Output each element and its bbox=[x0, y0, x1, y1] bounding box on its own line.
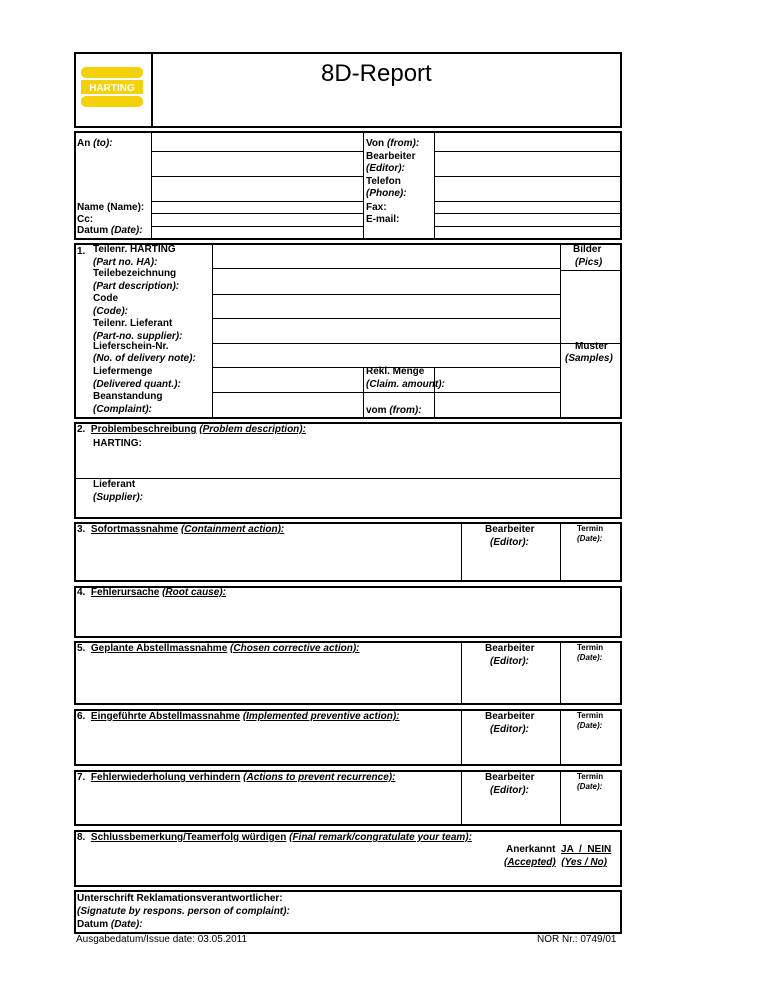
section-6-date-label-en: (Date): bbox=[577, 721, 603, 730]
section-6-title: 6. Eingeführte Abstellmassnahme (Implemented preventive action): bbox=[77, 711, 400, 722]
email-field[interactable] bbox=[435, 214, 620, 226]
section-5-date-label: Termin bbox=[577, 643, 604, 652]
part-description-label-en: (Part description): bbox=[93, 281, 180, 292]
samples-area[interactable] bbox=[561, 367, 620, 417]
to-field[interactable] bbox=[152, 132, 362, 151]
complaint-label-en: (Complaint): bbox=[93, 404, 152, 415]
fax-field[interactable] bbox=[435, 202, 620, 213]
to-label: An (to): bbox=[77, 138, 113, 149]
email-label: E-mail: bbox=[366, 214, 400, 225]
section-5-editor-label: Bearbeiter bbox=[485, 643, 535, 654]
name-label: Name (Name): bbox=[77, 202, 145, 213]
logo-text: HARTING bbox=[89, 83, 135, 94]
code-field[interactable] bbox=[213, 295, 559, 318]
claim-amount-field[interactable] bbox=[435, 368, 559, 392]
final-remark-field[interactable] bbox=[76, 846, 496, 885]
delivery-note-label-en: (No. of delivery note): bbox=[93, 353, 196, 364]
supplier-part-field[interactable] bbox=[213, 319, 559, 343]
from-label: Von (from): bbox=[366, 138, 420, 149]
editor-label: Bearbeiter bbox=[366, 151, 416, 162]
part-number-label-en: (Part no. HA): bbox=[93, 257, 158, 268]
pics-area[interactable] bbox=[561, 271, 620, 343]
pics-label-en: (Pics) bbox=[575, 257, 603, 268]
section-7-date-label-en: (Date): bbox=[577, 782, 603, 791]
section-3-editor-label-en: (Editor): bbox=[490, 537, 529, 548]
section-6-field[interactable] bbox=[76, 725, 461, 764]
claim-amount-label-en: (Claim. amount): bbox=[366, 379, 445, 390]
editor-label-en: (Editor): bbox=[366, 163, 405, 174]
section-4-field[interactable] bbox=[76, 601, 620, 636]
vom-label: vom (from): bbox=[366, 405, 422, 416]
harting-logo-graphic bbox=[80, 62, 144, 112]
complaint-field[interactable] bbox=[213, 393, 363, 417]
problem-harting-field[interactable] bbox=[76, 452, 620, 478]
section-7-editor-label-en: (Editor): bbox=[490, 785, 529, 796]
date-label: Datum (Date): bbox=[77, 225, 143, 236]
samples-label-en: (Samples) bbox=[565, 353, 613, 364]
section-3-date-label: Termin bbox=[577, 524, 604, 533]
cc-label: Cc: bbox=[77, 214, 94, 225]
problem-harting-label: HARTING: bbox=[93, 438, 142, 449]
section-1-number: 1. bbox=[77, 246, 86, 257]
section-5-date-label-en: (Date): bbox=[577, 653, 603, 662]
date-field[interactable] bbox=[152, 227, 362, 238]
problem-supplier-label-en: (Supplier): bbox=[93, 492, 143, 503]
problem-supplier-field[interactable] bbox=[76, 505, 620, 517]
signature-label-en: (Signatute by respons. person of complaint): bbox=[77, 906, 290, 917]
supplier-part-label: Teilenr. Lieferant bbox=[93, 318, 173, 329]
supplier-part-label-en: (Part-no. supplier): bbox=[93, 331, 183, 342]
section-7-date-label: Termin bbox=[577, 772, 604, 781]
section-2-title: 2. Problembeschreibung (Problem description): bbox=[77, 424, 306, 435]
part-description-label: Teilebezeichnung bbox=[93, 268, 177, 279]
name-field[interactable] bbox=[152, 202, 362, 213]
harting-logo bbox=[80, 62, 144, 112]
section-7-field[interactable] bbox=[76, 786, 461, 824]
samples-label: Muster bbox=[575, 341, 608, 352]
delivered-quantity-field[interactable] bbox=[213, 368, 363, 392]
part-number-field[interactable] bbox=[213, 245, 559, 268]
cc-field[interactable] bbox=[152, 214, 362, 226]
editor-field[interactable] bbox=[435, 152, 620, 176]
signature-field[interactable] bbox=[310, 892, 620, 932]
section-3-date-label-en: (Date): bbox=[577, 534, 603, 543]
section-8-title: 8. Schlussbemerkung/Teamerfolg würdigen (Final remark/congratulate your team): bbox=[77, 832, 472, 843]
accepted-label-en: (Accepted) (Yes / No) bbox=[504, 857, 607, 868]
delivered-quantity-label: Liefermenge bbox=[93, 366, 153, 377]
from-field[interactable] bbox=[435, 132, 620, 151]
section-5-field[interactable] bbox=[76, 657, 461, 703]
section-3-title: 3. Sofortmassnahme (Containment action): bbox=[77, 524, 285, 535]
delivery-note-label: Lieferschein-Nr. bbox=[93, 341, 169, 352]
phone-label-en: (Phone): bbox=[366, 188, 407, 199]
page-title: 8D-Report bbox=[321, 60, 432, 87]
section-7-title: 7. Fehlerwiederholung verhindern (Actions to prevent recurrence): bbox=[77, 772, 396, 783]
delivered-quantity-label-en: (Delivered quant.): bbox=[93, 379, 181, 390]
delivery-note-field[interactable] bbox=[213, 344, 559, 367]
signature-label: Unterschrift Reklamationsverantwortlicher: bbox=[77, 893, 283, 904]
section-5-title: 5. Geplante Abstellmassnahme (Chosen corrective action): bbox=[77, 643, 360, 654]
part-number-label: Teilenr. HARTING bbox=[93, 244, 176, 255]
part-description-field[interactable] bbox=[213, 269, 559, 294]
section-6-editor-label: Bearbeiter bbox=[485, 711, 535, 722]
code-label: Code bbox=[93, 293, 118, 304]
phone-field[interactable] bbox=[435, 177, 620, 201]
section-6-editor-label-en: (Editor): bbox=[490, 724, 529, 735]
code-label-en: (Code): bbox=[93, 306, 128, 317]
signature-date-label: Datum (Date): bbox=[77, 919, 143, 930]
nor-number: NOR Nr.: 0749/01 bbox=[537, 934, 617, 945]
section-3-field[interactable] bbox=[76, 538, 461, 580]
phone-label: Telefon bbox=[366, 176, 401, 187]
section-4-title: 4. Fehlerursache (Root cause): bbox=[77, 587, 226, 598]
section-5-editor-label-en: (Editor): bbox=[490, 656, 529, 667]
complaint-label: Beanstandung bbox=[93, 391, 163, 402]
pics-label: Bilder bbox=[573, 244, 602, 255]
section-7-editor-label: Bearbeiter bbox=[485, 772, 535, 783]
section-3-editor-label: Bearbeiter bbox=[485, 524, 535, 535]
section-6-date-label: Termin bbox=[577, 711, 604, 720]
problem-supplier-label: Lieferant bbox=[93, 479, 136, 490]
issue-date: Ausgabedatum/Issue date: 03.05.2011 bbox=[76, 934, 248, 945]
complaint-date-field[interactable] bbox=[435, 393, 559, 417]
claim-amount-label: Rekl. Menge bbox=[366, 366, 425, 377]
fax-label: Fax: bbox=[366, 202, 387, 213]
accepted-label: Anerkannt JA / NEIN bbox=[506, 844, 612, 855]
